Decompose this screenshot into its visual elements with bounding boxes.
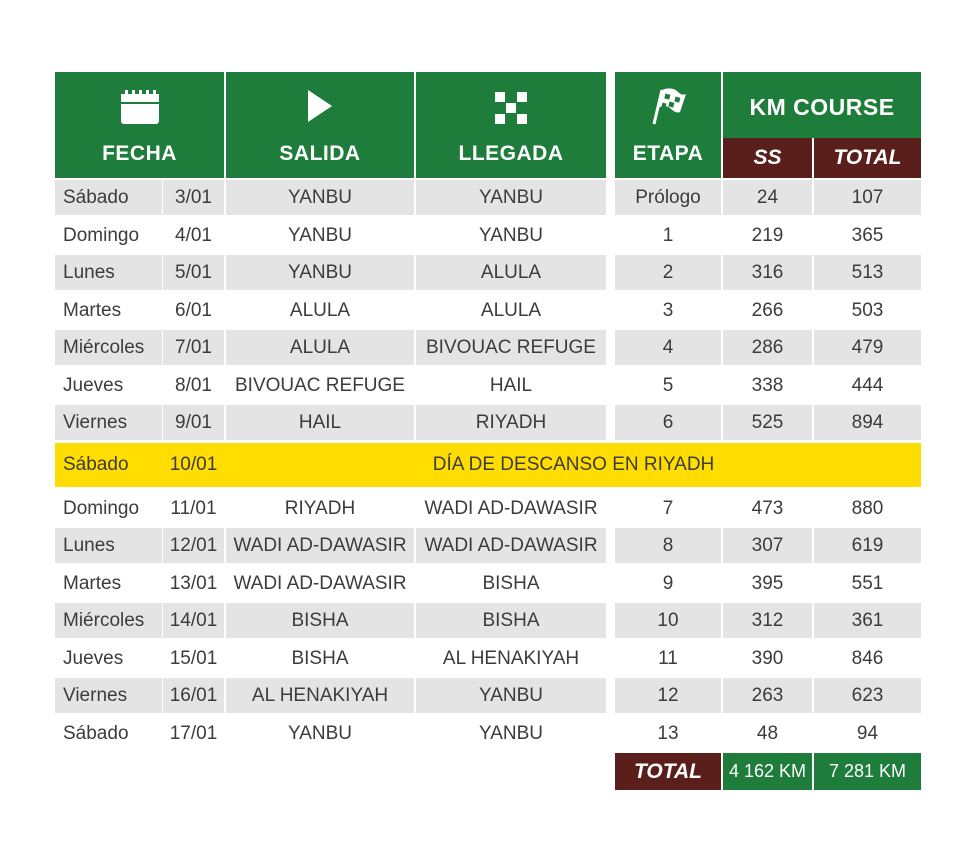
table-row (55, 255, 921, 290)
departure-cell: HAIL (226, 405, 414, 440)
rest-day-message: DÍA DE DESCANSO EN RIYADH (432, 454, 715, 475)
date-cell: 15/01 (169, 648, 218, 669)
table-row (55, 678, 921, 713)
day-cell: Miércoles (55, 603, 162, 638)
table-row (55, 293, 921, 328)
total-km-cell: 444 (851, 375, 884, 396)
day-cell: Miércoles (55, 330, 162, 365)
arrival-cell: YANBU (478, 723, 544, 744)
departure-cell: BIVOUAC REFUGE (235, 375, 405, 396)
date-cell: 5/01 (163, 255, 224, 290)
stage-cell: 2 (615, 255, 721, 290)
date-cell: 4/01 (175, 225, 212, 246)
table-row (55, 368, 921, 403)
stage-cell: 3 (662, 300, 674, 321)
totals-ss-km: 4 162 KM (723, 753, 812, 790)
departure-cell: YANBU (226, 255, 414, 290)
rest-day-row (55, 443, 921, 487)
header-fecha-label: FECHA (102, 142, 177, 165)
arrival-cell: BISHA (482, 573, 540, 594)
departure-cell: ALULA (289, 300, 351, 321)
total-km-cell: 619 (814, 528, 921, 563)
racing-flag-icon (648, 86, 688, 126)
ss-km-cell: 24 (723, 180, 812, 215)
stage-cell: 13 (657, 723, 679, 744)
stage-cell: 10 (615, 603, 721, 638)
date-cell: 13/01 (169, 573, 218, 594)
arrival-cell: YANBU (478, 225, 544, 246)
stage-cell: 9 (662, 573, 674, 594)
day-cell: Jueves (63, 375, 124, 396)
table-row (55, 180, 921, 215)
stage-cell: 11 (658, 648, 678, 669)
header-total: TOTAL (814, 138, 921, 178)
date-cell: 11/01 (170, 498, 217, 519)
arrival-cell: WADI AD-DAWASIR (416, 528, 606, 563)
ss-km-cell: 316 (723, 255, 812, 290)
total-km-cell: 894 (814, 405, 921, 440)
stage-cell: 8 (615, 528, 721, 563)
ss-km-cell: 263 (723, 678, 812, 713)
arrival-cell: YANBU (416, 678, 606, 713)
header-km-course-label: KM COURSE (749, 94, 895, 120)
day-cell: Domingo (63, 498, 140, 519)
ss-km-cell: 48 (756, 723, 779, 744)
ss-km-cell: 390 (751, 648, 784, 669)
table-row (55, 603, 921, 638)
arrival-cell: RIYADH (416, 405, 606, 440)
departure-cell: WADI AD-DAWASIR (233, 573, 407, 594)
table-row (55, 528, 921, 563)
header-salida-label: SALIDA (279, 142, 361, 165)
ss-km-cell: 219 (751, 225, 784, 246)
date-cell: 3/01 (163, 180, 224, 215)
ss-km-cell: 525 (723, 405, 812, 440)
departure-cell: BISHA (226, 603, 414, 638)
arrival-cell: YANBU (416, 180, 606, 215)
table-row (55, 716, 921, 751)
stage-cell: 1 (662, 225, 674, 246)
arrival-cell: ALULA (416, 255, 606, 290)
rest-date-cell: 10/01 (169, 454, 218, 475)
day-cell: Martes (63, 300, 122, 321)
ss-km-cell: 286 (723, 330, 812, 365)
departure-cell: YANBU (287, 225, 353, 246)
date-cell: 17/01 (169, 723, 218, 744)
table-row (55, 218, 921, 253)
ss-km-cell: 473 (751, 498, 784, 519)
totals-total-km: 7 281 KM (814, 753, 921, 790)
stage-cell: Prólogo (615, 180, 721, 215)
day-cell: Viernes (55, 678, 162, 713)
ss-km-cell: 395 (751, 573, 784, 594)
departure-cell: YANBU (226, 180, 414, 215)
ss-km-cell: 312 (723, 603, 812, 638)
stage-cell: 5 (662, 375, 674, 396)
stage-cell: 7 (662, 498, 674, 519)
date-cell: 7/01 (163, 330, 224, 365)
total-km-cell: 623 (814, 678, 921, 713)
totals-label: TOTAL (615, 753, 721, 790)
arrival-cell: BISHA (416, 603, 606, 638)
day-cell: Lunes (55, 528, 162, 563)
total-km-cell: 513 (814, 255, 921, 290)
total-km-cell: 846 (851, 648, 884, 669)
total-km-cell: 365 (851, 225, 884, 246)
date-cell: 14/01 (163, 603, 224, 638)
date-cell: 16/01 (163, 678, 224, 713)
arrival-cell: ALULA (480, 300, 542, 321)
total-km-cell: 880 (851, 498, 884, 519)
arrival-cell: HAIL (489, 375, 533, 396)
calendar-icon (119, 88, 161, 126)
header-fecha (55, 72, 224, 178)
header-etapa (615, 72, 721, 178)
header-llegada-label: LLEGADA (458, 142, 564, 165)
day-cell: Jueves (63, 648, 124, 669)
header-etapa-label: ETAPA (632, 142, 704, 165)
day-cell: Viernes (55, 405, 162, 440)
table-row (55, 641, 921, 676)
stage-cell: 12 (615, 678, 721, 713)
day-cell: Sábado (63, 723, 129, 744)
checkered-flag-icon (495, 92, 527, 124)
ss-km-cell: 266 (751, 300, 784, 321)
header-salida (226, 72, 414, 178)
table-row (55, 491, 921, 526)
arrival-cell: BIVOUAC REFUGE (416, 330, 606, 365)
ss-km-cell: 307 (723, 528, 812, 563)
table-row (55, 405, 921, 440)
arrival-cell: AL HENAKIYAH (442, 648, 580, 669)
total-km-cell: 551 (851, 573, 884, 594)
header-ss: SS (723, 138, 812, 178)
departure-cell: RIYADH (284, 498, 356, 519)
day-cell: Martes (63, 573, 122, 594)
date-cell: 6/01 (175, 300, 212, 321)
total-km-cell: 361 (814, 603, 921, 638)
stage-cell: 6 (615, 405, 721, 440)
header-km-course (723, 72, 921, 138)
play-icon (305, 88, 335, 124)
table-row (55, 566, 921, 601)
total-km-cell: 94 (856, 723, 879, 744)
departure-cell: AL HENAKIYAH (226, 678, 414, 713)
stage-cell: 4 (615, 330, 721, 365)
rest-day-cell: Sábado (63, 454, 129, 475)
arrival-cell: WADI AD-DAWASIR (424, 498, 598, 519)
date-cell: 12/01 (163, 528, 224, 563)
departure-cell: WADI AD-DAWASIR (226, 528, 414, 563)
ss-km-cell: 338 (751, 375, 784, 396)
total-km-cell: 479 (814, 330, 921, 365)
date-cell: 8/01 (175, 375, 212, 396)
table-row (55, 330, 921, 365)
day-cell: Domingo (63, 225, 140, 246)
day-cell: Sábado (55, 180, 162, 215)
departure-cell: YANBU (287, 723, 353, 744)
date-cell: 9/01 (163, 405, 224, 440)
departure-cell: ALULA (226, 330, 414, 365)
total-km-cell: 503 (851, 300, 884, 321)
departure-cell: BISHA (291, 648, 349, 669)
day-cell: Lunes (55, 255, 162, 290)
total-km-cell: 107 (814, 180, 921, 215)
header-llegada (416, 72, 606, 178)
